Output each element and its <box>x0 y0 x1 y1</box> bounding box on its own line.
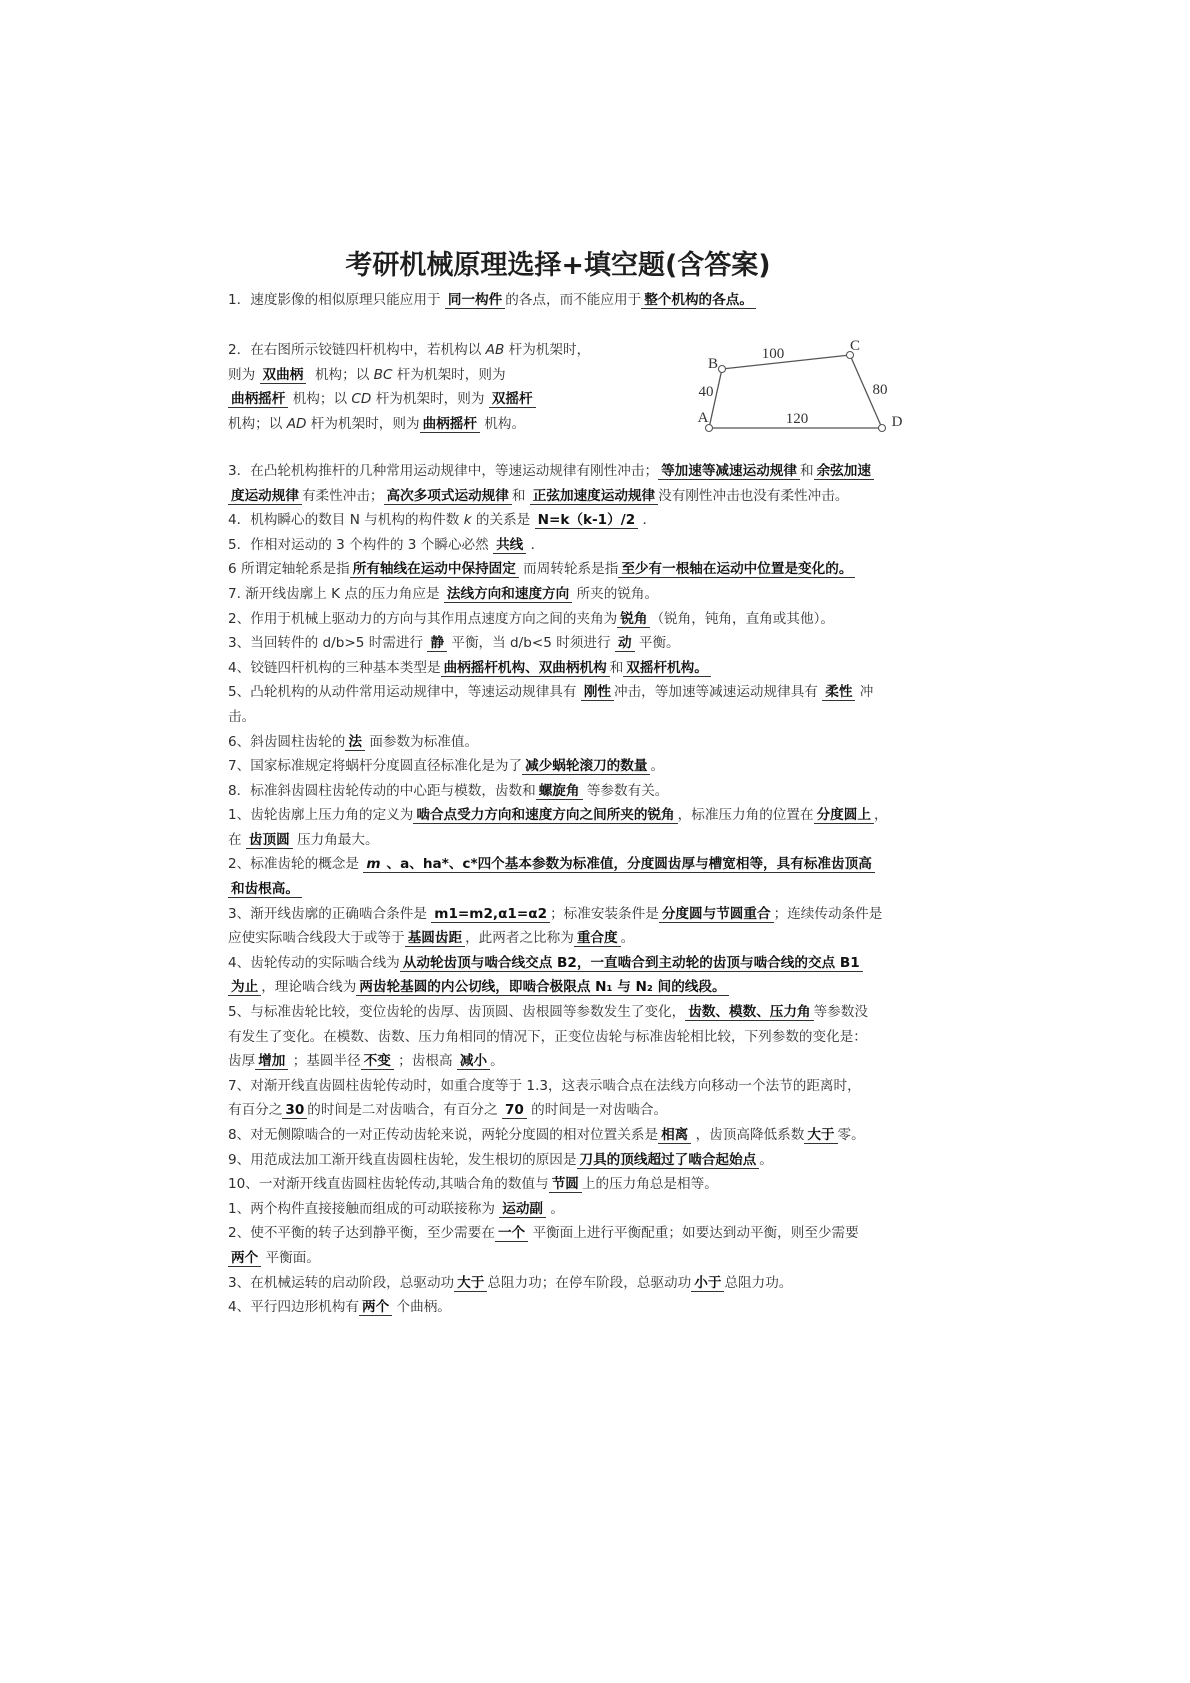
text-run: 7、对渐开线直齿圆柱齿轮传动时，如重合度等于 1.3，这表示啮合点在法线方向移动一个法节的距离时， <box>228 1077 861 1094</box>
answer-text: 小于 <box>691 1275 724 1292</box>
text-line <box>228 557 888 582</box>
answer-text: 、a、ha*、c*四个基本参数为标准值，分度圆齿厚与槽宽相等，具有标准齿顶高 <box>384 856 875 873</box>
text-run: CD <box>351 391 372 408</box>
text-run: ；齿根高 <box>393 1053 457 1070</box>
text-line <box>228 582 888 607</box>
answer-text: 等加速等减速运动规律 <box>658 463 800 480</box>
answer-text: 曲柄摇杆 <box>420 416 480 433</box>
answer-text: 所有轴线在运动中保持固定 <box>350 561 519 578</box>
answer-text: 至少有一根轴在运动中位置是变化的。 <box>618 561 855 578</box>
text-line <box>228 705 888 730</box>
answer-text: 70 <box>502 1102 527 1119</box>
answer-text: 分度圆上 <box>814 807 874 824</box>
text-run: 4、平行四边形机构有 <box>228 1299 359 1316</box>
joint-d <box>879 425 886 432</box>
text-line <box>228 877 888 902</box>
text-run: ． <box>638 512 657 529</box>
text-run: 而周转轮系是指 <box>518 561 619 578</box>
text-line <box>228 1295 888 1320</box>
answer-text: 运动副 <box>499 1201 546 1218</box>
text-run: 。 <box>546 1200 564 1217</box>
answer-text: 刀具的顶线超过了啮合起始点 <box>577 1152 760 1169</box>
answer-text: 大于 <box>454 1275 487 1292</box>
answer-text: 度运动规律 <box>228 488 302 505</box>
answer-text: 共线 <box>493 537 526 554</box>
answer-text: 动 <box>615 635 635 652</box>
text-run: 6 所谓定轴轮系是指 <box>228 561 350 578</box>
answer-text: 双曲柄 <box>260 367 307 384</box>
length-label-ad: 120 <box>785 411 809 427</box>
text-line <box>228 1271 888 1296</box>
answer-text: 锐角 <box>617 611 650 628</box>
text-run: 1、两个构件直接接触而组成的可动联接称为 <box>228 1200 500 1217</box>
answer-text: 为止 <box>228 979 261 996</box>
text-run: ， <box>873 807 888 824</box>
joint-label-d: D <box>891 414 903 430</box>
text-run: ，理论啮合线为 <box>261 979 357 996</box>
text-line <box>228 1025 888 1050</box>
answer-text: 法线方向和速度方向 <box>444 586 572 603</box>
text-run: 5、与标准齿轮比较，变位齿轮的齿厚、齿顶圆、齿根圆等参数发生了变化， <box>228 1004 686 1021</box>
length-label-bc: 100 <box>761 346 785 362</box>
text-run: 平衡面上进行平衡配重；如要达到动平衡，则至少需要 <box>528 1225 859 1242</box>
text-run: ；基圆半径 <box>288 1053 361 1070</box>
text-run: 机构；以 <box>288 391 352 408</box>
text-run: 8．标准斜齿圆柱齿轮传动的中心距与模数，齿数和 <box>228 782 536 799</box>
text-line <box>228 828 888 853</box>
text-run: 和 <box>511 487 530 504</box>
text-run: 冲击，等加速等减速运动规律具有 <box>614 684 823 701</box>
answer-text: 从动轮齿顶与啮合线交点 B2，一直啮合到主动轮的齿顶与啮合线的交点 B1 <box>400 955 863 972</box>
answer-text: 分度圆与节圆重合 <box>659 906 774 923</box>
answer-text: 基圆齿距 <box>405 930 465 947</box>
answer-text: 刚性 <box>581 684 614 701</box>
text-run: 有发生了变化。在模数、齿数、压力角相同的情况下，正变位齿轮与标准齿轮相比较，下列参数的变化是： <box>228 1028 867 1045</box>
answer-text: 两个 <box>228 1250 261 1267</box>
text-line <box>228 754 888 779</box>
text-run: 机构；以 <box>228 415 287 432</box>
answer-text: 柔性 <box>822 684 855 701</box>
answer-text: 节圆 <box>549 1176 582 1193</box>
text-run: 个曲柄。 <box>392 1299 451 1316</box>
answer-text: 减小 <box>457 1053 490 1070</box>
text-run: 和 <box>800 462 814 479</box>
text-run: 总阻力功；在停车阶段，总驱动功 <box>487 1274 692 1291</box>
text-run: 5、凸轮机构的从动件常用运动规律中，等速运动规律具有 <box>228 684 581 701</box>
text-run: ． <box>526 536 545 553</box>
text-run: 3、渐开线齿廓的正确啮合条件是 <box>228 905 432 922</box>
text-run: BC <box>373 366 393 383</box>
answer-text: 曲柄摇杆 <box>228 391 288 408</box>
text-run: 。 <box>490 1053 504 1070</box>
text-line <box>228 1221 888 1246</box>
text-line <box>228 902 888 927</box>
text-run: 的时间是二对齿啮合，有百分之 <box>307 1102 502 1119</box>
text-run: 4、铰链四杆机构的三种基本类型是 <box>228 659 441 676</box>
text-run: 机构；以 <box>306 366 374 383</box>
text-line <box>228 926 888 951</box>
text-line <box>228 1123 888 1148</box>
text-run: AB <box>485 342 505 359</box>
text-line <box>228 1197 888 1222</box>
answer-text: 增加 <box>255 1053 288 1070</box>
text-run: 6、斜齿圆柱齿轮的 <box>228 733 346 750</box>
length-label-cd: 80 <box>872 382 888 398</box>
text-line <box>228 1148 888 1173</box>
answer-text: 一个 <box>495 1225 528 1242</box>
text-run: 击。 <box>228 708 256 725</box>
text-line <box>228 951 888 976</box>
text-run: 2、作用于机械上驱动力的方向与其作用点速度方向之间的夹角为 <box>228 610 618 627</box>
document-body <box>228 288 888 1320</box>
text-line <box>228 803 888 828</box>
answer-text: 减少蜗轮滚刀的数量 <box>522 758 650 775</box>
text-line <box>228 680 888 705</box>
text-run: ，齿顶高降低系数 <box>691 1127 805 1143</box>
paragraph <box>228 459 888 1320</box>
text-line <box>228 459 888 484</box>
answer-text: 齿顶圆 <box>246 832 293 849</box>
text-run: 杆为机架时，则为 <box>306 415 420 432</box>
text-run: 所夹的锐角。 <box>572 585 659 602</box>
text-line <box>228 484 888 509</box>
text-line <box>228 1098 888 1123</box>
answer-text: 不变 <box>361 1053 394 1070</box>
answer-text: 相离 <box>658 1127 691 1144</box>
text-run: 平衡。 <box>634 635 680 652</box>
text-run: 则为 <box>228 366 260 383</box>
text-run: 2．在右图所示铰链四杆机构中，若机构以 <box>228 342 486 359</box>
text-line <box>228 656 888 681</box>
text-run: 齿厚 <box>228 1053 256 1070</box>
text-line <box>228 1246 888 1271</box>
text-run: 的各点，而不能应用于 <box>505 292 642 308</box>
answer-text: 曲柄摇杆机构、双曲柄机构 <box>441 660 610 677</box>
text-run: 机构。 <box>479 415 526 432</box>
answer-text: 和齿根高。 <box>228 881 302 898</box>
text-line <box>228 730 888 755</box>
text-run: 4．机构瞬心的数目 N 与机构的构件数 <box>228 512 464 529</box>
text-run: 4、齿轮传动的实际啮合线为 <box>228 954 400 971</box>
text-run: ；标准安装条件是 <box>550 905 659 922</box>
text-run: 在 <box>228 831 246 848</box>
text-run: 7. 渐开线齿廓上 K 点的压力角应是 <box>228 585 444 602</box>
text-run: ，此两者之比称为 <box>465 930 574 947</box>
answer-text: 双摇杆机构。 <box>623 660 711 677</box>
text-run: 1、齿轮齿廓上压力角的定义为 <box>228 807 414 824</box>
text-run: 和 <box>609 659 624 676</box>
text-line <box>228 288 888 313</box>
text-run: 2、标准齿轮的概念是 <box>228 856 364 873</box>
answer-text: 高次多项式运动规律 <box>384 488 512 505</box>
text-run: 等参数有关。 <box>582 782 669 799</box>
text-run: 。 <box>759 1151 773 1168</box>
text-run: 杆为机架时， <box>504 342 591 359</box>
text-run: 冲 <box>855 684 874 701</box>
text-line <box>228 1074 888 1099</box>
four-bar-linkage-diagram <box>690 335 915 440</box>
answer-text: 静 <box>427 635 447 652</box>
answer-text: 大于 <box>804 1127 837 1144</box>
text-run: 10、一对渐开线直齿圆柱齿轮传动,其啮合角的数值与 <box>228 1176 549 1193</box>
text-line <box>228 607 888 632</box>
text-run: 2、使不平衡的转子达到静平衡，至少需要在 <box>228 1225 495 1242</box>
text-run: 面参数为标准值。 <box>365 733 479 750</box>
text-run: 。 <box>650 758 665 775</box>
text-run: 平衡面。 <box>261 1249 320 1266</box>
joint-label-c: C <box>849 338 861 354</box>
length-label-ab: 40 <box>698 384 714 400</box>
text-line <box>228 1172 888 1197</box>
joint-label-a: A <box>697 410 709 426</box>
answer-text: 30 <box>282 1102 307 1119</box>
text-line <box>228 508 888 533</box>
answer-text: m1=m2,α1=α2 <box>431 906 550 923</box>
text-run: （锐角，钝角，直角或其他）。 <box>650 610 834 627</box>
text-run: 3．在凸轮机构推杆的几种常用运动规律中，等速运动规律有刚性冲击； <box>228 462 659 479</box>
paragraph <box>228 288 888 313</box>
text-run: 3、当回转件的 d/b>5 时需进行 <box>228 635 428 652</box>
text-run: 平衡，当 d/b<5 时须进行 <box>447 635 615 652</box>
text-line <box>228 533 888 558</box>
text-line <box>228 852 888 877</box>
joint-label-b: B <box>707 356 719 372</box>
text-run: 的关系是 <box>471 512 535 529</box>
text-line <box>228 631 888 656</box>
text-run: 压力角最大。 <box>292 831 379 848</box>
text-run: 7、国家标准规定将蜗杆分度圆直径标准化是为了 <box>228 758 523 775</box>
page-title: 考研机械原理选择+填空题(含答案) <box>345 250 771 281</box>
answer-text: 两齿轮基圆的内公切线，即啮合极限点 N₁ 与 N₂ 间的线段。 <box>356 979 728 996</box>
text-run: 杆为机架时，则为 <box>371 391 489 408</box>
answer-text: 重合度 <box>574 930 621 947</box>
text-run: 8、对无侧隙啮合的一对正传动齿轮来说，两轮分度圆的相对位置关系是 <box>228 1127 659 1143</box>
text-run: 杆为机架时，则为 <box>392 366 506 383</box>
text-run: 的时间是一对齿啮合。 <box>526 1102 668 1119</box>
text-run: ；连续传动条件是 <box>773 905 883 922</box>
text-run: 零。 <box>837 1127 865 1143</box>
link-bc <box>722 355 850 369</box>
text-run: 有百分之 <box>228 1102 283 1119</box>
text-run: 上的压力角总是相等。 <box>581 1176 718 1193</box>
text-line <box>228 975 888 1000</box>
answer-text: 同一构件 <box>445 292 505 309</box>
text-run: 1．速度影像的相似原理只能应用于 <box>228 292 445 308</box>
text-run: 。 <box>620 930 635 947</box>
answer-text: 余弦加速 <box>814 463 874 480</box>
text-run: 等参数没 <box>813 1004 868 1021</box>
answer-text: 齿数、模数、压力角 <box>685 1004 813 1021</box>
answer-text: 啮合点受力方向和速度方向之间所夹的锐角 <box>413 807 677 824</box>
text-run: 5．作相对运动的 3 个构件的 3 个瞬心必然 <box>228 536 494 553</box>
text-run: AD <box>286 415 307 432</box>
text-line <box>228 1000 888 1025</box>
answer-text: 正弦加速度运动规律 <box>530 488 658 505</box>
text-run: ，标准压力角的位置在 <box>677 807 814 824</box>
answer-text: 法 <box>345 734 365 751</box>
text-line <box>228 779 888 804</box>
answer-text: 两个 <box>359 1299 392 1316</box>
text-run: 没有刚性冲击也没有柔性冲击。 <box>658 487 849 504</box>
text-run: 应使实际啮合线段大于或等于 <box>228 930 405 947</box>
text-run: 总阻力功。 <box>724 1274 793 1291</box>
answer-text: 双摇杆 <box>489 391 536 408</box>
answer-text: 螺旋角 <box>536 783 583 800</box>
text-run: 3、在机械运转的启动阶段，总驱动功 <box>228 1274 455 1291</box>
text-run: k <box>463 512 472 529</box>
joint-b <box>719 366 726 373</box>
text-run: 有柔性冲击； <box>301 487 384 504</box>
text-run: 9、用范成法加工渐开线直齿圆柱齿轮，发生根切的原因是 <box>228 1151 577 1168</box>
answer-text: N=k（k-1）/2 <box>535 512 639 529</box>
answer-text: 整个机构的各点。 <box>641 292 756 309</box>
answer-text: m <box>363 856 383 873</box>
text-line <box>228 1049 888 1074</box>
